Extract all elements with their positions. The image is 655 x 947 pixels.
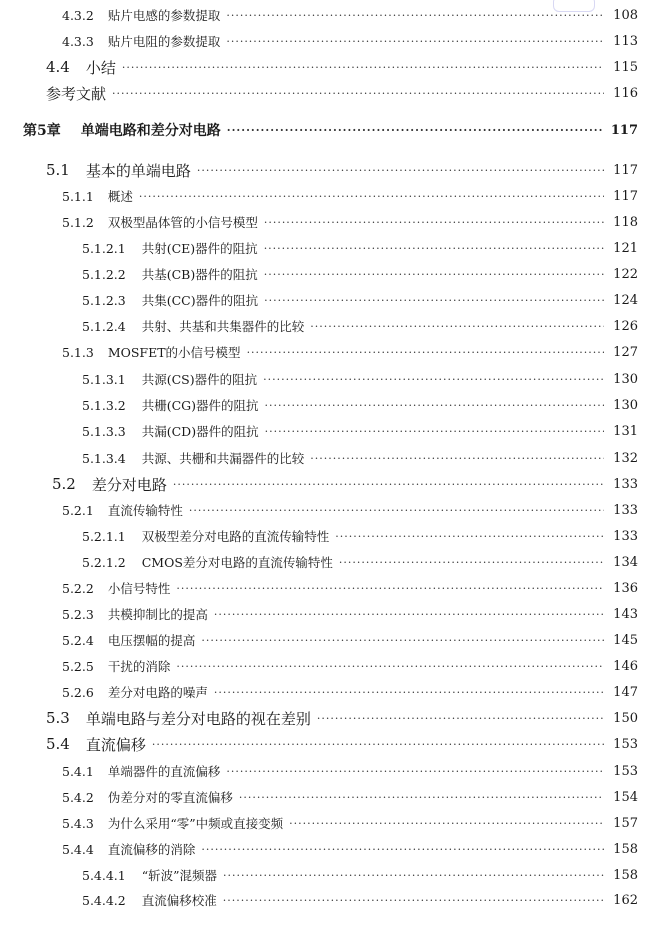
toc-entry[interactable]	[82, 396, 638, 414]
toc-entry-page: 136	[613, 580, 638, 596]
toc-entry-number: 5.1.2.1	[82, 240, 126, 256]
toc-entry-number: 5.1	[46, 161, 70, 179]
toc-entry-page: 126	[613, 318, 638, 334]
dot-leader	[264, 294, 604, 307]
toc-entry[interactable]	[82, 370, 638, 388]
toc-entry-number: 5.4	[46, 735, 70, 753]
toc-entry-number: 5.4.1	[62, 763, 94, 779]
toc-entry[interactable]	[62, 343, 638, 361]
toc-entry-number: 5.4.3	[62, 815, 94, 831]
toc-entry-title: 共源、共栅和共漏器件的比较	[141, 451, 305, 466]
toc-entry-page: 145	[613, 632, 638, 648]
dot-leader	[226, 35, 604, 48]
toc-entry[interactable]	[82, 239, 638, 257]
toc-entry-number: 5.4.4.2	[82, 892, 126, 908]
toc-entry[interactable]	[46, 709, 638, 727]
toc-entry-title: 双极型晶体管的小信号模型	[107, 215, 258, 230]
toc-entry-page: 117	[610, 122, 638, 138]
toc-entry[interactable]	[62, 6, 638, 24]
toc-entry-page: 117	[613, 188, 638, 204]
dot-leader	[264, 268, 604, 281]
toc-entry-title: 为什么采用“零”中频或直接变频	[107, 816, 284, 831]
toc-entry-number: 5.2.5	[62, 658, 94, 674]
toc-entry-title: 共漏(CD)器件的阻抗	[141, 424, 259, 439]
toc-entry-page: 158	[613, 841, 638, 857]
toc-entry-page: 157	[613, 815, 638, 831]
toc-entry-title: 共栅(CG)器件的阻抗	[141, 398, 259, 413]
toc-entry-title: 直流偏移校准	[141, 893, 217, 908]
toc-entry-page: 115	[613, 59, 638, 75]
dot-leader	[176, 660, 604, 673]
dot-leader	[139, 190, 604, 203]
toc-entry-number: 5.1.2.2	[82, 266, 126, 282]
toc-entry-number: 5.1.3.2	[82, 397, 126, 413]
toc-entry-number: 5.2.6	[62, 684, 94, 700]
toc-entry[interactable]	[62, 631, 638, 649]
toc-entry-page: 132	[613, 450, 638, 466]
toc-entry[interactable]	[62, 814, 638, 832]
toc-entry-number: 5.1.3	[62, 344, 94, 360]
toc-entry-number: 5.2.1	[62, 502, 94, 518]
toc-entry-title: 概述	[107, 189, 133, 204]
toc-entry-page: 154	[613, 789, 638, 805]
toc-entry[interactable]	[62, 213, 638, 231]
toc-entry-title: 基本的单端电路	[85, 161, 191, 180]
toc-entry-page: 133	[613, 476, 638, 492]
dot-leader	[197, 164, 604, 177]
toc-entry-page: 134	[613, 554, 638, 570]
toc-entry-title: 单端器件的直流偏移	[107, 764, 221, 779]
toc-entry-number: 第5章	[23, 123, 61, 139]
toc-entry-page: 158	[613, 867, 638, 883]
dot-leader	[247, 346, 604, 359]
toc-entry-title: 直流传输特性	[107, 503, 183, 518]
toc-entry-title: 差分对电路的噪声	[107, 685, 208, 700]
dot-leader	[265, 425, 604, 438]
toc-entry-page: 122	[613, 266, 638, 282]
toc-entry-number: 5.4.4	[62, 841, 94, 857]
toc-entry[interactable]	[62, 657, 638, 675]
toc-entry-title: 小结	[85, 58, 116, 77]
toc-entry[interactable]	[62, 788, 638, 806]
toc-entry-title: 参考文献	[46, 84, 107, 103]
toc-entry[interactable]	[62, 605, 638, 623]
toc-entry[interactable]	[62, 762, 638, 780]
toc-entry[interactable]	[82, 265, 638, 283]
toc-entry-number: 5.1.1	[62, 188, 94, 204]
toc-entry-number: 5.1.2	[62, 214, 94, 230]
toc-entry-title: CMOS差分对电路的直流传输特性	[141, 555, 333, 570]
toc-entry[interactable]	[62, 683, 638, 701]
toc-entry-number: 5.3	[46, 709, 70, 727]
dot-leader	[223, 894, 604, 907]
toc-entry[interactable]	[46, 735, 638, 753]
toc-entry-page: 147	[613, 684, 638, 700]
toc-entry[interactable]	[62, 32, 638, 50]
toc-entry-page: 153	[613, 763, 638, 779]
toc-entry-page: 124	[613, 292, 638, 308]
toc-entry-title: 贴片电感的参数提取	[107, 8, 221, 23]
toc-entry-title: 贴片电阻的参数提取	[107, 34, 221, 49]
toc-entry-page: 117	[613, 162, 638, 178]
toc-entry-title: “斩波”混频器	[141, 868, 218, 883]
toc-entry-title: 干扰的消除	[107, 659, 171, 674]
dot-leader	[264, 216, 604, 229]
toc-entry-title: 电压摆幅的提高	[107, 633, 196, 648]
dot-leader	[214, 686, 604, 699]
toc-entry-title: 共源(CS)器件的阻抗	[141, 372, 258, 387]
toc-entry[interactable]	[46, 84, 638, 102]
toc-entry[interactable]	[82, 527, 638, 545]
toc-entry-page: 127	[613, 344, 638, 360]
toc-entry-number: 5.1.3.1	[82, 371, 126, 387]
toc-entry-page: 133	[613, 528, 638, 544]
toc-entry-number: 5.2.3	[62, 606, 94, 622]
toc-entry-title: 共基(CB)器件的阻抗	[141, 267, 258, 282]
toc-entry-title: MOSFET的小信号模型	[107, 345, 241, 360]
toc-entry-number: 5.1.2.4	[82, 318, 126, 334]
dot-leader	[112, 87, 604, 100]
toc-entry-number: 5.1.3.3	[82, 423, 126, 439]
toc-entry-number: 5.1.3.4	[82, 450, 126, 466]
toc-entry-title: 共模抑制比的提高	[107, 607, 208, 622]
toc-entry-title: 伪差分对的零直流偏移	[107, 790, 233, 805]
dot-leader	[214, 608, 604, 621]
toc-entry-page: 113	[613, 33, 638, 49]
toc-entry[interactable]	[46, 58, 638, 76]
dot-leader	[176, 582, 604, 595]
toc-entry-page: 108	[613, 7, 638, 23]
toc-entry-page: 121	[613, 240, 638, 256]
dot-leader	[264, 242, 604, 255]
toc-entry-page: 130	[613, 397, 638, 413]
toc-entry-page: 131	[613, 423, 638, 439]
toc-entry-page: 162	[613, 892, 638, 908]
dot-leader	[223, 869, 604, 882]
toc-entry-page: 150	[613, 710, 638, 726]
toc-entry-page: 116	[613, 85, 638, 101]
dot-leader	[201, 634, 604, 647]
toc-entry[interactable]	[62, 840, 638, 858]
dot-leader	[335, 530, 604, 543]
toc-entry[interactable]	[82, 422, 638, 440]
dot-leader	[122, 61, 604, 74]
toc-entry-number: 5.4.4.1	[82, 867, 126, 883]
toc-entry-title: 直流偏移	[85, 735, 146, 754]
toc-entry-number: 5.4.2	[62, 789, 94, 805]
dot-leader	[310, 452, 604, 465]
toc-entry-title: 双极型差分对电路的直流传输特性	[141, 529, 330, 544]
toc-entry-title: 单端电路和差分对电路	[80, 123, 221, 139]
toc-entry-number: 5.2.2	[62, 580, 94, 596]
toc-entry-page: 146	[613, 658, 638, 674]
toc-entry[interactable]	[82, 553, 638, 571]
toc-entry-title: 单端电路与差分对电路的视在差别	[85, 709, 311, 728]
dot-leader	[339, 556, 604, 569]
toc-entry-number: 4.4	[46, 58, 70, 76]
dot-leader	[263, 373, 604, 386]
toc-entry-page: 130	[613, 371, 638, 387]
dot-leader	[201, 843, 604, 856]
toc-entry-number: 4.3.2	[62, 7, 94, 23]
toc-entry[interactable]	[82, 317, 638, 335]
toc-entry-number: 5.2	[52, 475, 76, 493]
toc-entry[interactable]	[46, 161, 638, 179]
dot-leader	[310, 320, 604, 333]
dot-leader	[226, 765, 604, 778]
toc-entry-page: 133	[613, 502, 638, 518]
dot-leader	[189, 504, 604, 517]
dot-leader	[227, 124, 604, 137]
dot-leader	[289, 817, 604, 830]
toc-entry[interactable]	[52, 475, 638, 493]
toc-entry-page: 118	[613, 214, 638, 230]
toc-entry[interactable]	[23, 121, 638, 139]
toc-entry-title: 共射、共基和共集器件的比较	[141, 319, 305, 334]
toc-entry-title: 共集(CC)器件的阻抗	[141, 293, 259, 308]
toc-entry[interactable]	[62, 501, 638, 519]
dot-leader	[226, 9, 604, 22]
toc-entry-title: 共射(CE)器件的阻抗	[141, 241, 258, 256]
toc-entry[interactable]	[82, 891, 638, 909]
toc-entry-title: 直流偏移的消除	[107, 842, 196, 857]
toc-entry[interactable]	[82, 291, 638, 309]
dot-leader	[239, 791, 604, 804]
toc-entry-number: 5.1.2.3	[82, 292, 126, 308]
toc-entry[interactable]	[82, 866, 638, 884]
toc-entry-number: 5.2.1.2	[82, 554, 126, 570]
dot-leader	[317, 712, 604, 725]
toc-entry-number: 5.2.4	[62, 632, 94, 648]
toc-entry-page: 143	[613, 606, 638, 622]
toc-entry[interactable]	[62, 579, 638, 597]
dot-leader	[265, 399, 604, 412]
toc-entry-title: 小信号特性	[107, 581, 171, 596]
toc-entry[interactable]	[62, 187, 638, 205]
toc-entry-title: 差分对电路	[91, 475, 167, 494]
toc-entry-page: 153	[613, 736, 638, 752]
toc-entry-number: 5.2.1.1	[82, 528, 126, 544]
dot-leader	[152, 738, 604, 751]
dot-leader	[173, 478, 604, 491]
toc-entry[interactable]	[82, 449, 638, 467]
toc-entry-number: 4.3.3	[62, 33, 94, 49]
